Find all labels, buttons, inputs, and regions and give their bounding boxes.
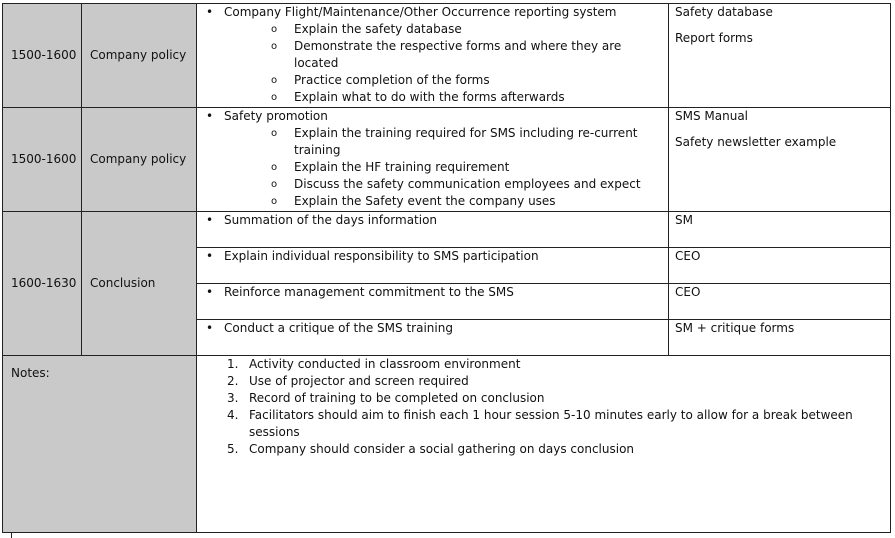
table-edge-mark bbox=[11, 532, 12, 538]
bullet-item: • Safety promotion bbox=[197, 108, 668, 125]
note-item: 4. Facilitators should aim to finish each 1 hour session 5-10 minutes early to allow for a break between sessions bbox=[227, 408, 853, 439]
notes-label-cell bbox=[3, 356, 197, 533]
sub-item: o Explain what to do with the forms afterwards bbox=[197, 89, 668, 106]
sub-item: o Explain the Safety event the company uses bbox=[197, 193, 668, 210]
topic-cell: Conclusion bbox=[82, 212, 197, 356]
notes-label: Notes: bbox=[11, 366, 50, 380]
resource-text: SM + critique forms bbox=[675, 321, 795, 335]
resource-text: SM bbox=[675, 213, 693, 227]
resource-cell bbox=[669, 108, 891, 212]
time-cell: 1500-1600 bbox=[3, 4, 82, 108]
sub-item: o Explain the safety database bbox=[197, 21, 668, 38]
training-schedule-table bbox=[2, 3, 891, 533]
note-item: 3. Record of training to be completed on conclusion bbox=[227, 391, 545, 405]
activity-cell bbox=[197, 108, 669, 212]
resource-text: SMS Manual bbox=[675, 109, 749, 123]
resource-cell bbox=[669, 248, 891, 284]
sub-item: o Explain the training required for SMS including re-current training bbox=[197, 125, 668, 159]
resource-cell bbox=[669, 4, 891, 108]
resource-text: CEO bbox=[675, 249, 701, 263]
time-cell: 1500-1600 bbox=[3, 108, 82, 212]
bullet-item: • Company Flight/Maintenance/Other Occurrence reporting system bbox=[197, 4, 668, 21]
activity-cell bbox=[197, 284, 669, 320]
resource-cell bbox=[669, 320, 891, 356]
activity-cell bbox=[197, 320, 669, 356]
sub-item: o Demonstrate the respective forms and where they are located bbox=[197, 38, 668, 72]
bullet-item: • Explain individual responsibility to SMS participation bbox=[197, 248, 668, 265]
bullet-item: • Summation of the days information bbox=[197, 212, 668, 229]
topic-cell: Company policy bbox=[82, 108, 197, 212]
note-item: 1. Activity conducted in classroom environment bbox=[227, 357, 521, 371]
schedule-row bbox=[3, 4, 891, 108]
resource-text: Safety database bbox=[675, 5, 773, 19]
activity-cell bbox=[197, 248, 669, 284]
sub-item: o Practice completion of the forms bbox=[197, 72, 668, 89]
resource-text: Safety newsletter example bbox=[675, 135, 837, 149]
note-item: 5. Company should consider a social gathering on days conclusion bbox=[227, 442, 635, 456]
resource-cell bbox=[669, 212, 891, 248]
sub-item: o Discuss the safety communication employees and expect bbox=[197, 176, 668, 193]
notes-content-cell bbox=[197, 356, 891, 533]
bullet-item: • Reinforce management commitment to the SMS bbox=[197, 284, 668, 301]
schedule-row bbox=[3, 108, 891, 212]
activity-cell bbox=[197, 212, 669, 248]
notes-row bbox=[3, 356, 891, 533]
resource-cell bbox=[669, 284, 891, 320]
activity-cell bbox=[197, 4, 669, 108]
bullet-item: • Conduct a critique of the SMS training bbox=[197, 320, 668, 337]
resource-text: Report forms bbox=[675, 31, 753, 45]
conclusion-row bbox=[3, 212, 891, 248]
resource-text: CEO bbox=[675, 285, 701, 299]
topic-cell: Company policy bbox=[82, 4, 197, 108]
note-item: 2. Use of projector and screen required bbox=[227, 374, 469, 388]
time-cell: 1600-1630 bbox=[3, 212, 82, 356]
sub-item: o Explain the HF training requirement bbox=[197, 159, 668, 176]
